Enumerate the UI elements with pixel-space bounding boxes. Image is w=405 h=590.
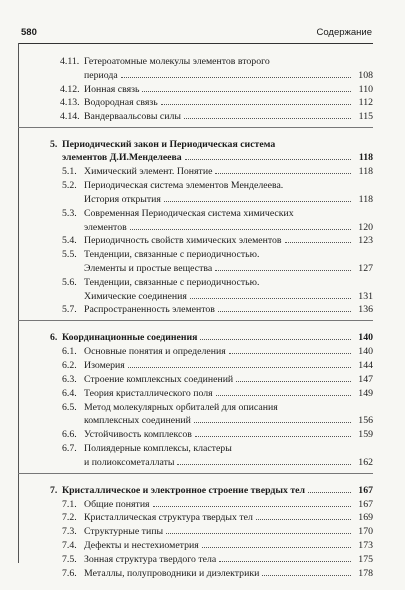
toc-entry bbox=[0, 388, 405, 400]
toc-entry-title: Химические соединения bbox=[84, 291, 187, 302]
toc-entry-title: Металлы, полупроводники и диэлектрики bbox=[84, 568, 260, 579]
section-divider bbox=[18, 320, 373, 321]
toc-entry-title: Общие понятия bbox=[84, 499, 150, 510]
dot-leader bbox=[142, 91, 351, 92]
toc-entry bbox=[0, 512, 405, 524]
dot-leader bbox=[130, 229, 351, 230]
toc-entry-number: 6.7. bbox=[62, 443, 77, 454]
toc-entry-title: Кристаллическая структура твердых тел bbox=[84, 512, 253, 523]
toc-entry-page: 108 bbox=[358, 70, 373, 81]
section-divider bbox=[18, 473, 373, 474]
toc-entry-title: Вандерваальсовы силы bbox=[84, 111, 181, 122]
toc-entry-page: 162 bbox=[358, 457, 373, 468]
toc-entry bbox=[0, 263, 405, 275]
toc-entry bbox=[0, 360, 405, 372]
toc-entry-page: 170 bbox=[358, 526, 373, 537]
toc-entry bbox=[0, 554, 405, 566]
toc-entry bbox=[0, 152, 405, 164]
toc-entry-number: 4.12. bbox=[60, 84, 80, 95]
toc-entry-page: 110 bbox=[358, 84, 373, 95]
toc-entry bbox=[0, 291, 405, 303]
toc-entry-page: 147 bbox=[358, 374, 373, 385]
toc-entry bbox=[0, 70, 405, 82]
dot-leader bbox=[218, 311, 351, 312]
toc-entry-title: Изомерия bbox=[84, 360, 125, 371]
toc-entry-title: и полиоксометаллаты bbox=[84, 457, 175, 468]
toc-entry-title: комплексных соединений bbox=[84, 415, 191, 426]
toc-entry-title: Тенденции, связанные с периодичностью. bbox=[84, 277, 260, 288]
toc-entry-page: 167 bbox=[358, 485, 373, 496]
toc-entry-page: 156 bbox=[358, 415, 373, 426]
toc-entry-title: Зонная структура твердого тела bbox=[84, 554, 217, 565]
toc-entry bbox=[0, 429, 405, 441]
toc-entry bbox=[0, 235, 405, 247]
toc-entry-number: 7.4. bbox=[62, 540, 77, 551]
toc-entry bbox=[0, 485, 405, 497]
toc-entry-title: Кристаллическое и электронное строение твердых тел bbox=[62, 485, 305, 496]
toc-entry-page: 144 bbox=[358, 360, 373, 371]
toc-entry bbox=[0, 84, 405, 96]
toc-entry-title: Ионная связь bbox=[84, 84, 140, 95]
toc-entry-number: 7.1. bbox=[62, 499, 77, 510]
toc-entry-number: 7.5. bbox=[62, 554, 77, 565]
toc-entry-page: 112 bbox=[358, 97, 373, 108]
toc-entry-page: 173 bbox=[358, 540, 373, 551]
toc-entry bbox=[0, 56, 405, 68]
toc-entry bbox=[0, 249, 405, 261]
toc-entry bbox=[0, 526, 405, 538]
toc-entry-title: Химический элемент. Понятие bbox=[84, 166, 213, 177]
toc-entry-number: 4.13. bbox=[60, 97, 80, 108]
toc-entry-title: Периодичность свойств химических элементов bbox=[84, 235, 282, 246]
toc-entry bbox=[0, 97, 405, 109]
toc-entry-title: Периодическая система элементов Менделеева. bbox=[84, 180, 284, 191]
toc-entry-number: 7.3. bbox=[62, 526, 77, 537]
toc-entry-page: 178 bbox=[358, 568, 373, 579]
toc-entry-title: Гетероатомные молекулы элементов второго bbox=[84, 56, 270, 67]
toc-entry-number: 6.1. bbox=[62, 346, 77, 357]
toc-entry-title: Устойчивость комплексов bbox=[84, 429, 192, 440]
toc-entry bbox=[0, 111, 405, 123]
toc-entry bbox=[0, 180, 405, 192]
dot-leader bbox=[194, 422, 351, 423]
toc-entry-title: Дефекты и нестехиометрия bbox=[84, 540, 199, 551]
toc-entry-number: 5.6. bbox=[62, 277, 77, 288]
toc-entry-page: 167 bbox=[358, 499, 373, 510]
toc-entry-page: 140 bbox=[358, 332, 373, 343]
toc-entry bbox=[0, 208, 405, 220]
page-header bbox=[18, 27, 372, 41]
toc-entry-number: 7.6. bbox=[62, 568, 77, 579]
toc-entry bbox=[0, 166, 405, 178]
toc-entry-title: Элементы и простые вещества bbox=[84, 263, 213, 274]
toc-entry-title: Метод молекулярных орбиталей для описания bbox=[84, 402, 278, 413]
toc-entry-number: 5.3. bbox=[62, 208, 77, 219]
toc-entry-title: элементов Д.И.Менделеева bbox=[62, 152, 182, 163]
toc-entry-number: 4.11. bbox=[60, 56, 80, 67]
toc-entry bbox=[0, 346, 405, 358]
toc-entry-title: Строение комплексных соединений bbox=[84, 374, 234, 385]
toc-entry bbox=[0, 499, 405, 511]
dot-leader bbox=[153, 506, 351, 507]
toc-entry-title: Структурные типы bbox=[84, 526, 164, 537]
dot-leader bbox=[229, 353, 351, 354]
toc-entry-number: 5.4. bbox=[62, 235, 77, 246]
header-rule bbox=[18, 43, 373, 44]
toc-entry-number: 5.7. bbox=[62, 304, 77, 315]
section-divider bbox=[18, 127, 373, 128]
toc-entry-title: элементов bbox=[84, 222, 127, 233]
dot-leader bbox=[184, 118, 351, 119]
toc-entry-number: 6.6. bbox=[62, 429, 77, 440]
dot-leader bbox=[285, 242, 351, 243]
toc-entry bbox=[0, 374, 405, 386]
toc-entry-title: Тенденции, связанные с периодичностью. bbox=[84, 249, 260, 260]
dot-leader bbox=[128, 367, 351, 368]
toc-entry-title: Полиядерные комплексы, кластеры bbox=[84, 443, 232, 454]
toc-entry-number: 6. bbox=[50, 332, 58, 343]
toc-entry-number: 5.5. bbox=[62, 249, 77, 260]
dot-leader bbox=[164, 201, 351, 202]
toc-entry-title: Водородная связь bbox=[84, 97, 158, 108]
toc-entry-number: 6.5. bbox=[62, 402, 77, 413]
dot-leader bbox=[236, 381, 351, 382]
toc-entry-number: 4.14. bbox=[60, 111, 80, 122]
toc-entry-number: 6.4. bbox=[62, 388, 77, 399]
toc-entry-number: 5.1. bbox=[62, 166, 77, 177]
toc-entry-page: 123 bbox=[358, 235, 373, 246]
dot-leader bbox=[166, 533, 351, 534]
toc-entry-page: 140 bbox=[358, 346, 373, 357]
toc-entry-number: 6.2. bbox=[62, 360, 77, 371]
toc-entry-title: История открытия bbox=[84, 194, 161, 205]
toc-entry-title: Координационные соединения bbox=[62, 332, 198, 343]
toc-entry bbox=[0, 194, 405, 206]
toc-entry-number: 5. bbox=[50, 139, 58, 150]
toc-entry bbox=[0, 304, 405, 316]
toc-entry-page: 127 bbox=[358, 263, 373, 274]
toc-entry-title: Периодический закон и Периодическая система bbox=[62, 139, 276, 150]
running-title: Содержание bbox=[316, 27, 372, 38]
toc-entry-page: 149 bbox=[358, 388, 373, 399]
dot-leader bbox=[202, 547, 351, 548]
dot-leader bbox=[121, 77, 351, 78]
toc-entry-page: 159 bbox=[358, 429, 373, 440]
toc-entry-number: 7. bbox=[50, 485, 58, 496]
dot-leader bbox=[200, 339, 351, 340]
toc-entry-page: 118 bbox=[358, 194, 373, 205]
toc-entry bbox=[0, 443, 405, 455]
dot-leader bbox=[161, 104, 351, 105]
toc-entry-page: 169 bbox=[358, 512, 373, 523]
toc-entry-number: 5.2. bbox=[62, 180, 77, 191]
dot-leader bbox=[215, 270, 351, 271]
dot-leader bbox=[256, 519, 351, 520]
dot-leader bbox=[185, 159, 351, 160]
toc-entry bbox=[0, 332, 405, 344]
dot-leader bbox=[190, 298, 351, 299]
toc-entry bbox=[0, 402, 405, 414]
toc-entry-page: 175 bbox=[358, 554, 373, 565]
toc-entry-title: Современная Периодическая система химических bbox=[84, 208, 294, 219]
toc-entry-page: 115 bbox=[358, 111, 373, 122]
toc-entry bbox=[0, 568, 405, 580]
toc-entry-page: 136 bbox=[358, 304, 373, 315]
toc-entry-page: 131 bbox=[358, 291, 373, 302]
dot-leader bbox=[308, 492, 351, 493]
toc-entry bbox=[0, 277, 405, 289]
dot-leader bbox=[262, 575, 351, 576]
toc-entry bbox=[0, 415, 405, 427]
toc-entry-title: Основные понятия и определения bbox=[84, 346, 226, 357]
toc-entry-title: Теория кристаллического поля bbox=[84, 388, 213, 399]
dot-leader bbox=[177, 464, 351, 465]
toc-entry bbox=[0, 540, 405, 552]
dot-leader bbox=[195, 436, 351, 437]
toc-entry-page: 118 bbox=[358, 152, 373, 163]
toc-entry-title: периода bbox=[84, 70, 118, 81]
dot-leader bbox=[216, 395, 351, 396]
toc-entry bbox=[0, 222, 405, 234]
dot-leader bbox=[219, 561, 351, 562]
toc-entry-number: 7.2. bbox=[62, 512, 77, 523]
toc-entry bbox=[0, 457, 405, 469]
toc-entry-page: 118 bbox=[358, 166, 373, 177]
toc-entry-page: 120 bbox=[358, 222, 373, 233]
toc-entry-number: 6.3. bbox=[62, 374, 77, 385]
toc-entry-title: Распространенность элементов bbox=[84, 304, 215, 315]
toc-entry bbox=[0, 139, 405, 151]
page-number: 580 bbox=[21, 27, 37, 38]
dot-leader bbox=[215, 173, 351, 174]
